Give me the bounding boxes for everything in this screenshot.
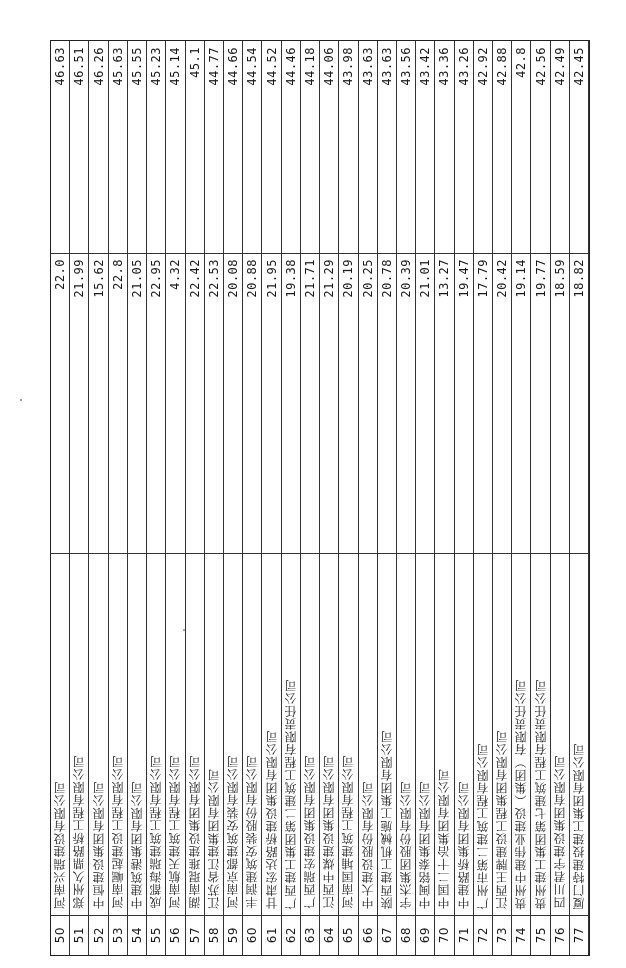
value-cell: [378, 253, 396, 553]
row-number-cell-text: 64: [322, 926, 337, 944]
value-cell: [51, 253, 69, 553]
company-name-cell-text: 河南崛起建设工程有限公司: [110, 755, 125, 909]
company-name-cell-text: 江苏省江建集团有限公司: [206, 768, 221, 909]
score-cell-text: 45.1: [187, 47, 202, 78]
value-cell-text: 20.42: [495, 259, 510, 298]
company-name-cell: [551, 553, 569, 915]
company-name-cell-text: 中建路桥集团有限公司: [456, 781, 471, 909]
score-cell-text: 45.23: [149, 47, 164, 86]
company-name-cell: [320, 553, 338, 915]
score-cell-text: 43.26: [456, 47, 471, 86]
value-cell: [166, 253, 184, 553]
row-number-cell-text: 69: [418, 926, 433, 944]
score-cell: [551, 41, 569, 253]
row-number-cell-text: 50: [53, 926, 68, 944]
score-cell-text: 43.36: [437, 47, 452, 86]
value-cell-text: 21.29: [322, 259, 337, 298]
company-name-cell: [397, 553, 415, 915]
company-name-cell-text: 甘肃宏达路桥建设集团有限公司: [264, 729, 279, 909]
row-number-cell: [224, 915, 242, 955]
score-cell: [89, 41, 107, 253]
row-number-cell-text: 51: [72, 926, 87, 944]
row-number-cell: [186, 915, 204, 955]
score-cell: [570, 41, 588, 253]
company-name-cell: [416, 553, 434, 915]
score-cell: [416, 41, 434, 253]
company-name-cell-text: 湖南琨琟建设集团有限公司: [187, 755, 202, 909]
score-cell: [243, 41, 261, 253]
company-name-cell-text: 江西中煤建设集团有限公司: [322, 755, 337, 909]
value-cell-text: 20.39: [399, 259, 414, 298]
company-name-cell: [531, 553, 549, 915]
value-cell: [147, 253, 165, 553]
table-row: [531, 41, 550, 955]
company-name-cell: [570, 553, 588, 915]
value-cell: [205, 253, 223, 553]
row-number-cell-text: 53: [110, 926, 125, 944]
row-number-cell: [435, 915, 453, 955]
score-cell: [493, 41, 511, 253]
score-cell-text: 46.63: [53, 47, 68, 86]
company-name-cell-text: 丰润建筑安装股份有限公司: [245, 755, 260, 909]
company-name-cell: [493, 553, 511, 915]
company-name-cell-text: 河南航天建筑工程有限公司: [168, 755, 183, 909]
table-row: [551, 41, 570, 955]
value-cell: [551, 253, 569, 553]
row-number-cell: [378, 915, 396, 955]
score-cell: [301, 41, 319, 253]
row-number-cell: [570, 915, 588, 955]
row-number-cell: [301, 915, 319, 955]
row-number-cell: [320, 915, 338, 955]
company-name-cell: [435, 553, 453, 915]
score-cell-text: 45.55: [129, 47, 144, 86]
value-cell-text: 21.95: [264, 259, 279, 298]
table-row: [70, 41, 89, 955]
company-name-cell-text: 中国二十冶集团有限公司: [437, 768, 452, 909]
table-row: [243, 41, 262, 955]
value-cell-text: 17.79: [475, 259, 490, 298]
value-cell: [493, 253, 511, 553]
scan-speck: [20, 399, 22, 401]
score-cell: [109, 41, 127, 253]
score-cell: [224, 41, 242, 253]
company-name-cell: [166, 553, 184, 915]
table-row: [301, 41, 320, 955]
row-number-cell: [166, 915, 184, 955]
row-number-cell-text: 56: [168, 926, 183, 944]
table-row: [493, 41, 512, 955]
score-cell: [186, 41, 204, 253]
value-cell: [262, 253, 280, 553]
value-cell: [570, 253, 588, 553]
row-number-cell: [70, 915, 88, 955]
score-cell-text: 43.98: [341, 47, 356, 86]
row-number-cell: [531, 915, 549, 955]
value-cell: [320, 253, 338, 553]
value-cell: [186, 253, 204, 553]
score-cell-text: 44.46: [283, 47, 298, 86]
company-name-cell: [109, 553, 127, 915]
row-number-cell: [397, 915, 415, 955]
row-number-cell: [551, 915, 569, 955]
value-cell-text: 4.32: [168, 259, 183, 290]
score-cell-text: 46.26: [91, 47, 106, 86]
row-number-cell-text: 59: [226, 926, 241, 944]
score-cell: [205, 41, 223, 253]
score-cell-text: 43.56: [399, 47, 414, 86]
table-row: [320, 41, 339, 955]
value-cell-text: 19.14: [514, 259, 529, 298]
value-cell-text: 22.0: [53, 259, 68, 290]
value-cell-text: 22.42: [187, 259, 202, 298]
score-cell: [70, 41, 88, 253]
score-cell: [474, 41, 492, 253]
score-cell-text: 46.51: [72, 47, 87, 86]
table-row: [512, 41, 531, 955]
value-cell-text: 22.53: [206, 259, 221, 298]
company-name-cell: [262, 553, 280, 915]
value-cell: [359, 253, 377, 553]
row-number-cell-text: 71: [456, 926, 471, 944]
company-name-cell: [205, 553, 223, 915]
company-name-cell-text: 广州市第二建筑工程有限公司: [475, 742, 490, 909]
score-cell: [531, 41, 549, 253]
table-row: [128, 41, 147, 955]
row-number-cell-text: 72: [475, 926, 490, 944]
company-name-cell-text: 成都海瑞建筑工程有限公司: [149, 755, 164, 909]
row-number-cell: [109, 915, 127, 955]
score-cell: [262, 41, 280, 253]
row-number-cell: [493, 915, 511, 955]
score-cell: [455, 41, 473, 253]
score-cell-text: 45.63: [110, 47, 125, 86]
company-name-cell: [378, 553, 396, 915]
row-number-cell: [51, 915, 69, 955]
value-cell-text: 13.27: [437, 259, 452, 298]
value-cell-text: 21.01: [418, 259, 433, 298]
row-number-cell-text: 65: [341, 926, 356, 944]
score-cell-text: 42.8: [514, 47, 529, 78]
value-cell: [531, 253, 549, 553]
score-cell: [339, 41, 357, 253]
company-name-cell: [70, 553, 88, 915]
company-name-cell-text: 贵州中建伟业建设（集团）有限责任公司: [514, 678, 529, 909]
row-number-cell: [262, 915, 280, 955]
score-cell: [397, 41, 415, 253]
company-name-cell: [282, 553, 300, 915]
row-number-cell-text: 54: [129, 926, 144, 944]
table-row: [51, 41, 70, 955]
company-name-cell-text: 陕西建工机械施工集团有限公司: [379, 729, 394, 909]
company-name-cell-text: 河南国埔建筑工程有限公司: [341, 755, 356, 909]
company-name-cell-text: 厦门特建投建工集团有限公司: [572, 742, 587, 909]
value-cell: [397, 253, 415, 553]
table-row: [416, 41, 435, 955]
table-row: [186, 41, 205, 955]
value-cell: [243, 253, 261, 553]
row-number-cell-text: 66: [360, 926, 375, 944]
row-number-cell-text: 55: [149, 926, 164, 944]
value-cell-text: 21.71: [302, 259, 317, 298]
score-cell-text: 43.63: [379, 47, 394, 86]
score-cell: [147, 41, 165, 253]
company-name-cell-text: 河南兴瑞建设有限公司: [53, 781, 68, 909]
score-cell: [166, 41, 184, 253]
row-number-cell-text: 61: [264, 926, 279, 944]
value-cell-text: 22.95: [149, 259, 164, 298]
table-row: [166, 41, 185, 955]
row-number-cell-text: 57: [187, 926, 202, 944]
ranking-table: [50, 40, 590, 956]
value-cell-text: 15.62: [91, 259, 106, 298]
company-name-cell: [224, 553, 242, 915]
value-cell-text: 21.99: [72, 259, 87, 298]
company-name-cell: [147, 553, 165, 915]
score-cell-text: 44.54: [245, 47, 260, 86]
row-number-cell: [89, 915, 107, 955]
company-name-cell-text: 中恒建设集团有限公司: [91, 781, 106, 909]
value-cell: [282, 253, 300, 553]
company-name-cell-text: 四川君宇建设集团有限公司: [552, 755, 567, 909]
row-number-cell: [339, 915, 357, 955]
value-cell: [301, 253, 319, 553]
table-row: [397, 41, 416, 955]
row-number-cell-text: 63: [302, 926, 317, 944]
score-cell: [51, 41, 69, 253]
table-row: [474, 41, 493, 955]
company-name-cell-text: 江西王牌建设工程集团有限公司: [495, 729, 510, 909]
row-number-cell: [243, 915, 261, 955]
company-name-cell-text: 河南京都建筑安装有限公司: [226, 755, 241, 909]
score-cell: [282, 41, 300, 253]
row-number-cell-text: 67: [379, 926, 394, 944]
row-number-cell-text: 62: [283, 926, 298, 944]
score-cell: [320, 41, 338, 253]
value-cell: [512, 253, 530, 553]
company-name-cell: [301, 553, 319, 915]
value-cell: [474, 253, 492, 553]
row-number-cell-text: 68: [399, 926, 414, 944]
table-row: [570, 41, 589, 955]
score-cell: [359, 41, 377, 253]
score-cell: [435, 41, 453, 253]
company-name-cell-text: 广西瑞宏建设集团有限公司: [302, 755, 317, 909]
table-row: [282, 41, 301, 955]
company-name-cell-text: 中建筑港集团有限公司: [129, 781, 144, 909]
company-name-cell: [243, 553, 261, 915]
row-number-cell-text: 70: [437, 926, 452, 944]
row-number-cell-text: 75: [533, 926, 548, 944]
score-cell-text: 44.18: [302, 47, 317, 86]
company-name-cell: [359, 553, 377, 915]
table-row: [109, 41, 128, 955]
score-cell-text: 42.45: [572, 47, 587, 86]
row-number-cell: [282, 915, 300, 955]
company-name-cell: [89, 553, 107, 915]
company-name-cell: [339, 553, 357, 915]
value-cell-text: 22.8: [110, 259, 125, 290]
value-cell-text: 20.78: [379, 259, 394, 298]
score-cell: [512, 41, 530, 253]
table-row: [378, 41, 397, 955]
table-row: [224, 41, 243, 955]
value-cell: [89, 253, 107, 553]
row-number-cell: [359, 915, 377, 955]
value-cell: [455, 253, 473, 553]
row-number-cell: [205, 915, 223, 955]
company-name-cell: [455, 553, 473, 915]
row-number-cell-text: 52: [91, 926, 106, 944]
value-cell-text: 19.77: [533, 259, 548, 298]
score-cell-text: 44.66: [226, 47, 241, 86]
company-name-cell-text: 广西建工集团第二建筑工程有限责任公司: [283, 678, 298, 909]
score-cell-text: 45.14: [168, 47, 183, 86]
company-name-cell: [474, 553, 492, 915]
value-cell: [109, 253, 127, 553]
table-row: [147, 41, 166, 955]
company-name-cell: [186, 553, 204, 915]
score-cell: [378, 41, 396, 253]
score-cell-text: 42.49: [552, 47, 567, 86]
table-row: [359, 41, 378, 955]
company-name-cell-text: 郑州久鼎路桥工程有限公司: [72, 755, 87, 909]
value-cell-text: 19.38: [283, 259, 298, 298]
company-name-cell: [512, 553, 530, 915]
row-number-cell: [455, 915, 473, 955]
score-cell-text: 44.77: [206, 47, 221, 86]
table-row: [205, 41, 224, 955]
company-name-cell-text: 贵州建工集团第七建筑工程有限责任公司: [533, 678, 548, 909]
table-row: [455, 41, 474, 955]
value-cell-text: 19.47: [456, 259, 471, 298]
company-name-cell-text: 宇杰集团股份有限公司: [399, 781, 414, 909]
row-number-cell: [416, 915, 434, 955]
row-number-cell-text: 58: [206, 926, 221, 944]
value-cell: [224, 253, 242, 553]
score-cell-text: 43.42: [418, 47, 433, 86]
table-row: [262, 41, 281, 955]
row-number-cell-text: 73: [495, 926, 510, 944]
row-number-cell: [147, 915, 165, 955]
row-number-cell: [512, 915, 530, 955]
row-number-cell: [474, 915, 492, 955]
value-cell: [435, 253, 453, 553]
company-name-cell: [128, 553, 146, 915]
table-row: [435, 41, 454, 955]
company-name-cell: [51, 553, 69, 915]
company-name-cell-text: 中大建设股份有限公司: [360, 781, 375, 909]
value-cell-text: 18.82: [572, 259, 587, 298]
score-cell-text: 43.63: [360, 47, 375, 86]
value-cell-text: 20.19: [341, 259, 356, 298]
value-cell: [339, 253, 357, 553]
row-number-cell-text: 60: [245, 926, 260, 944]
value-cell-text: 20.88: [245, 259, 260, 298]
table-row: [89, 41, 108, 955]
score-cell-text: 44.06: [322, 47, 337, 86]
value-cell-text: 21.05: [129, 259, 144, 298]
row-number-cell-text: 77: [572, 926, 587, 944]
score-cell-text: 44.52: [264, 47, 279, 86]
row-number-cell-text: 74: [514, 926, 529, 944]
score-cell-text: 42.88: [495, 47, 510, 86]
value-cell: [128, 253, 146, 553]
score-cell: [128, 41, 146, 253]
value-cell-text: 20.25: [360, 259, 375, 298]
score-cell-text: 42.92: [475, 47, 490, 86]
row-number-cell-text: 76: [552, 926, 567, 944]
value-cell-text: 18.59: [552, 259, 567, 298]
value-cell: [416, 253, 434, 553]
table-row: [339, 41, 358, 955]
row-number-cell: [128, 915, 146, 955]
value-cell-text: 20.08: [226, 259, 241, 298]
company-name-cell-text: 中闽铭泰集团有限公司: [418, 781, 433, 909]
score-cell-text: 42.56: [533, 47, 548, 86]
value-cell: [70, 253, 88, 553]
